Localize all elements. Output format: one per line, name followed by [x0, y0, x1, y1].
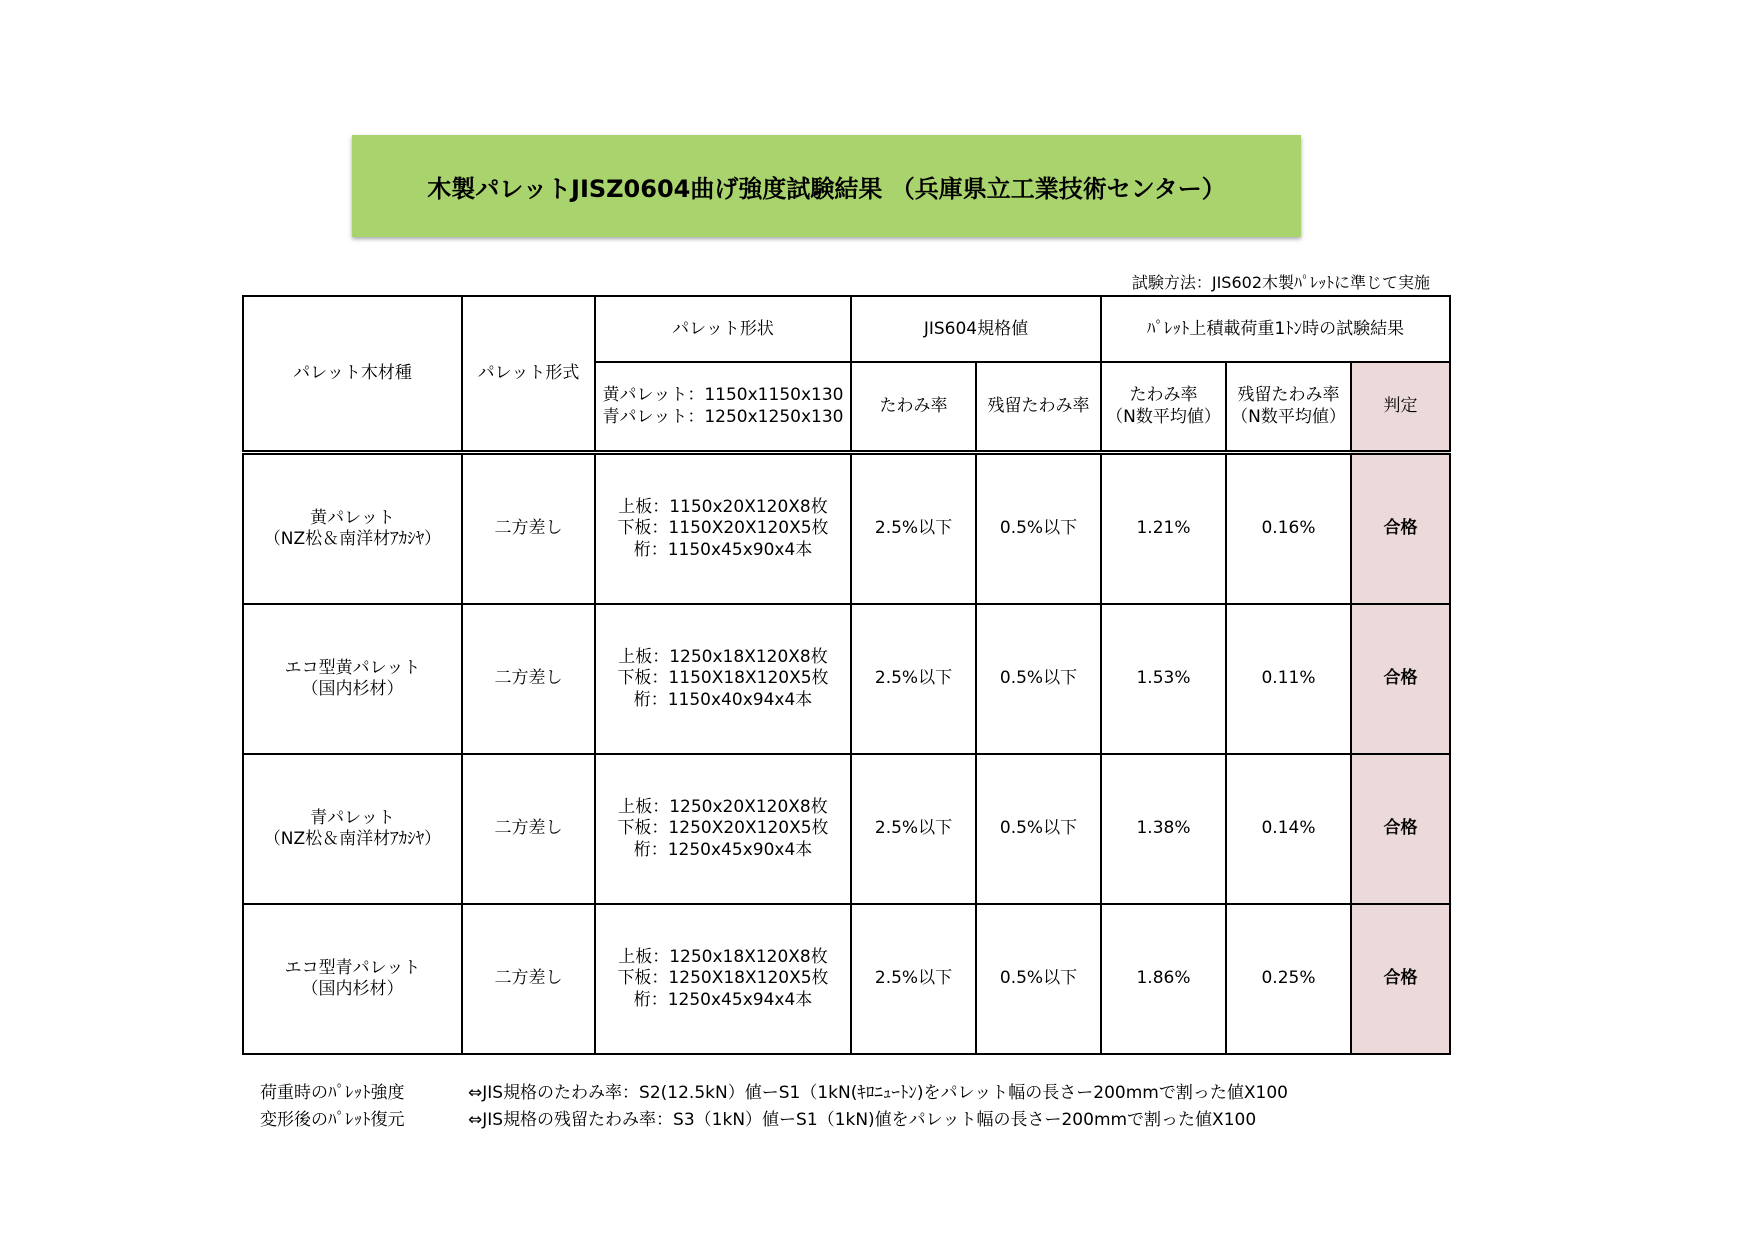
cell-jis-residual: 0.5%以下 — [976, 754, 1101, 904]
test-method-note: 試験方法：JIS602木製ﾊﾟﾚｯﾄに準じて実施 — [1131, 273, 1430, 292]
cell-wood-type — [243, 754, 462, 904]
header-wood-type: パレット木材種 — [243, 296, 462, 453]
header-jis-standard: JIS604規格値 — [851, 296, 1101, 362]
cell-jis-deflection: 2.5%以下 — [851, 604, 976, 754]
header-result-residual-label: 残留たわみ率 — [1237, 385, 1340, 406]
cell-judgement: 合格 — [1351, 453, 1450, 604]
cell-deflection: 1.86% — [1101, 904, 1226, 1054]
shape-size-yellow: 黄パレット：1150x1150x130 — [602, 385, 844, 406]
wood-name: 黄パレット — [310, 507, 395, 528]
cell-pallet-shape — [595, 453, 851, 604]
shape-top-board: 上板：1150x20X120X8枚 — [618, 497, 828, 518]
cell-jis-residual: 0.5%以下 — [976, 604, 1101, 754]
wood-material: （国内杉材） — [301, 978, 404, 999]
header-jis-residual: 残留たわみ率 — [976, 362, 1101, 452]
cell-jis-residual: 0.5%以下 — [976, 904, 1101, 1054]
header-test-result: ﾊﾟﾚｯﾄ上積載荷重1ﾄﾝ時の試験結果 — [1101, 296, 1450, 362]
table-header-row — [243, 296, 1450, 362]
shape-bottom-board: 下板：1150X18X120X5枚 — [617, 668, 829, 689]
cell-residual: 0.16% — [1226, 453, 1351, 604]
shape-stringer: 桁：1250x45x94x4本 — [633, 989, 813, 1010]
cell-jis-deflection: 2.5%以下 — [851, 453, 976, 604]
table-row — [243, 754, 1450, 904]
note-deflection-formula — [260, 1080, 1288, 1107]
page-title: 木製パレットJISZ0604曲げ強度試験結果 （兵庫県立工業技術センター） — [352, 135, 1301, 237]
cell-jis-deflection: 2.5%以下 — [851, 754, 976, 904]
shape-stringer: 桁：1150x40x94x4本 — [633, 689, 813, 710]
cell-wood-type — [243, 904, 462, 1054]
note-residual-formula — [260, 1107, 1288, 1134]
header-pallet-shape-sizes — [595, 362, 851, 452]
shape-top-board: 上板：1250x18X120X8枚 — [618, 947, 828, 968]
cell-judgement: 合格 — [1351, 904, 1450, 1054]
cell-residual: 0.25% — [1226, 904, 1351, 1054]
note-label: 荷重時のﾊﾟﾚｯﾄ強度 — [260, 1083, 405, 1103]
header-result-deflection — [1101, 362, 1226, 452]
wood-name: エコ型黄パレット — [284, 657, 421, 678]
wood-name: 青パレット — [310, 807, 395, 828]
cell-pallet-form: 二方差し — [462, 453, 595, 604]
cell-pallet-shape — [595, 754, 851, 904]
cell-wood-type — [243, 453, 462, 604]
cell-judgement: 合格 — [1351, 604, 1450, 754]
shape-bottom-board: 下板：1150X20X120X5枚 — [617, 518, 829, 539]
cell-pallet-shape — [595, 604, 851, 754]
header-result-deflection-note: （N数平均値） — [1106, 406, 1221, 427]
cell-pallet-form: 二方差し — [462, 604, 595, 754]
cell-deflection: 1.21% — [1101, 453, 1226, 604]
cell-judgement: 合格 — [1351, 754, 1450, 904]
shape-stringer: 桁：1250x45x90x4本 — [633, 839, 813, 860]
header-judgement: 判定 — [1351, 362, 1450, 452]
header-result-residual-note: （N数平均値） — [1231, 406, 1346, 427]
cell-pallet-shape — [595, 904, 851, 1054]
cell-wood-type — [243, 604, 462, 754]
cell-jis-deflection: 2.5%以下 — [851, 904, 976, 1054]
note-text: ⇔JIS規格のたわみ率：S2(12.5kN）値ーS1（1kN(ｷﾛﾆｭｰﾄﾝ)をパレット幅の長さー200mmで割った値X100 — [468, 1083, 1288, 1103]
header-result-deflection-label: たわみ率 — [1129, 385, 1198, 406]
header-pallet-shape: パレット形状 — [595, 296, 851, 362]
cell-pallet-form: 二方差し — [462, 904, 595, 1054]
wood-material: （NZ松＆南洋材ｱｶｼﾔ） — [263, 529, 442, 550]
table-row — [243, 904, 1450, 1054]
cell-deflection: 1.53% — [1101, 604, 1226, 754]
note-text: ⇔JIS規格の残留たわみ率：S3（1kN）値ーS1（1kN)値をパレット幅の長さー200mmで割った値X100 — [468, 1110, 1257, 1130]
wood-name: エコ型青パレット — [284, 957, 421, 978]
header-result-residual — [1226, 362, 1351, 452]
note-label: 変形後のﾊﾟﾚｯﾄ復元 — [260, 1110, 405, 1130]
shape-bottom-board: 下板：1250X18X120X5枚 — [617, 968, 829, 989]
shape-bottom-board: 下板：1250X20X120X5枚 — [617, 818, 829, 839]
shape-size-blue: 青パレット：1250x1250x130 — [602, 406, 844, 427]
wood-material: （NZ松＆南洋材ｱｶｼﾔ） — [263, 828, 442, 849]
cell-residual: 0.11% — [1226, 604, 1351, 754]
shape-stringer: 桁：1150x45x90x4本 — [633, 539, 813, 560]
header-jis-deflection: たわみ率 — [851, 362, 976, 452]
table-row — [243, 453, 1450, 604]
wood-material: （国内杉材） — [301, 679, 404, 699]
results-table — [242, 295, 1451, 1055]
cell-jis-residual: 0.5%以下 — [976, 453, 1101, 604]
formula-notes — [260, 1080, 1288, 1134]
header-pallet-form: パレット形式 — [462, 296, 595, 453]
shape-top-board: 上板：1250x18X120X8枚 — [618, 647, 828, 668]
cell-residual: 0.14% — [1226, 754, 1351, 904]
cell-pallet-form: 二方差し — [462, 754, 595, 904]
table-row — [243, 604, 1450, 754]
shape-top-board: 上板：1250x20X120X8枚 — [618, 797, 828, 818]
cell-deflection: 1.38% — [1101, 754, 1226, 904]
